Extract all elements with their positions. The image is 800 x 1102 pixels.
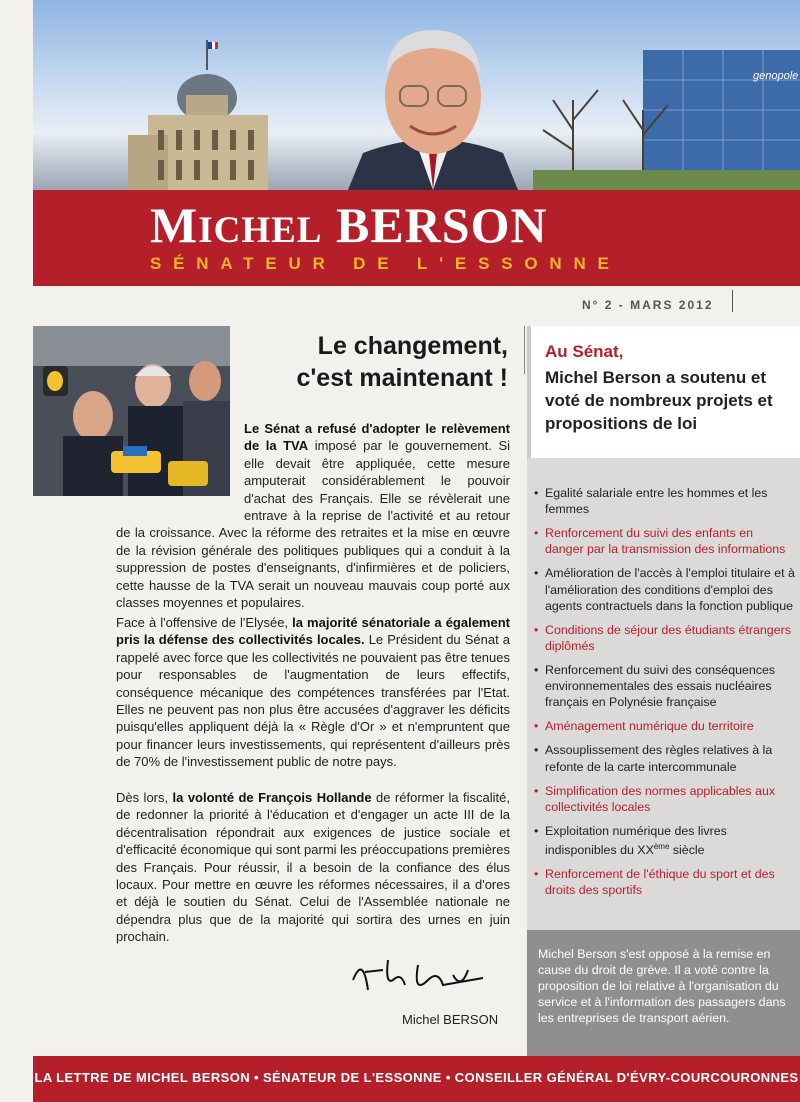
- list-item: • Renforcement du suivi des conséquences environnementales des essais nucléaires français en Polynésie française: [533, 662, 795, 711]
- list-item: • Renforcement de l'éthique du sport et des droits des sportifs: [533, 866, 795, 898]
- list-item: • Renforcement du suivi des enfants en danger par la transmission des informations: [533, 525, 795, 557]
- list-item-superscript: ème: [653, 842, 670, 852]
- footer-text: LA LETTRE DE MICHEL BERSON • SÉNATEUR DE L'ESSONNE • CONSEILLER GÉNÉRAL D'ÉVRY-COURCOURONNES: [34, 1070, 799, 1085]
- sidebar-bullet-list: [533, 485, 795, 906]
- genopole-logo: genopole: [753, 70, 799, 82]
- headline-line-2: c'est maintenant !: [296, 364, 508, 392]
- issue-number: N° 2 - MARS 2012: [582, 298, 714, 312]
- article-headline: [246, 330, 508, 394]
- list-item: • Egalité salariale entre les hommes et les femmes: [533, 485, 795, 517]
- paragraph-1-bold: Le Sénat a refusé d'adopter le relèvement de la TVA: [244, 421, 510, 454]
- paragraph-3-bold: la volonté de François Hollande: [172, 790, 372, 805]
- senator-portrait: [348, 8, 518, 190]
- title-first-name-rest: ICHEL: [198, 210, 323, 251]
- paragraph-2-text: Le Président du Sénat a rappelé avec force que les collectivités ne pouvaient pas être tenues pour responsables de l'augmentation de leurs effectifs, conséquence mécanique des compétences transférées par l'Etat. Elles ne peuvent pas non plus être accusées d'aggraver les déficits puisqu'elles appliquent déjà la « Règle d'Or » et n'empruntent que pour financer leurs investissements, qui représentent d'ailleurs près de 70% de l'investissement public de notre pays.: [116, 632, 510, 770]
- photo-wrap-spacer: [116, 420, 244, 516]
- list-item: • Aménagement numérique du territoire: [533, 718, 795, 734]
- genopole-building-illustration: [533, 40, 800, 190]
- sidebar-note: Michel Berson s'est opposé à la remise en cause du droit de grève. Il a voté contre la proposition de loi relative à l'organisation du service et à l'information des passagers dans les entreprises de transport aérien.: [538, 947, 786, 1025]
- list-item: • Amélioration de l'accès à l'emploi titulaire et à l'amélioration des conditions d'emploi des agents contractuels dans la fonction publique: [533, 565, 795, 614]
- paragraph-2-start: Face à l'offensive de l'Elysée,: [116, 615, 293, 630]
- title-initial: M: [150, 197, 199, 253]
- headline-line-1: Le changement,: [317, 332, 508, 360]
- signature-name: Michel BERSON: [402, 1012, 499, 1027]
- list-item: [533, 823, 795, 859]
- article-paragraph-2: [116, 614, 510, 771]
- list-item: • Conditions de séjour des étudiants étrangers diplômés: [533, 622, 795, 654]
- sidebar-title-red: Au Sénat,: [545, 342, 624, 361]
- paragraph-2-bold: la majorité sénatoriale a également pris la défense des collectivités locales.: [116, 615, 510, 648]
- sidebar-title: Michel Berson a soutenu et voté de nombreux projets et propositions de loi: [545, 368, 773, 433]
- title-subtitle: SÉNATEUR DE L'ESSONNE: [150, 254, 621, 273]
- paragraph-3-start: Dès lors,: [116, 790, 173, 805]
- handwritten-signature: [343, 950, 493, 1005]
- newsletter-title: [150, 196, 548, 254]
- list-item: • Assouplissement des règles relatives à la refonte de la carte intercommunale: [533, 742, 795, 774]
- list-item: • Simplification des normes applicables aux collectivités locales: [533, 783, 795, 815]
- article-paragraph-3: [116, 789, 510, 946]
- issue-divider: [732, 290, 733, 312]
- headline-divider: [524, 326, 525, 374]
- senate-building-illustration: [128, 40, 288, 190]
- list-item-text-end: siècle: [669, 843, 705, 858]
- paragraph-3-text: de réformer la fiscalité, de redonner la priorité à l'éducation et d'engager un acte III de la décentralisation répondrait aux exigences de justice sociale et d'efficacité économique qui sont parmi les préoccupations premières des Français. Pour réussir, il a besoin de la confiance des élus locaux. Pour mettre en œuvre les réformes nécessaires, il a d'ores et déjà le soutien du Sénat. Celui de l'Assemblée nationale ne dépendra plus que de la majorité qui sortira des urnes en juin prochain.: [116, 790, 511, 945]
- article-paragraph-1: [116, 420, 510, 611]
- header-photo-banner: [33, 0, 800, 190]
- list-item-text: Exploitation numérique des livres indisponibles du XX: [545, 823, 727, 858]
- title-last-name: BERSON: [335, 197, 548, 253]
- paragraph-1-text: imposé par le gouvernement. Si elle devait être appliquée, cette mesure amputerait considérablement le pouvoir d'achat des Français. Elle se révèlerait une entrave à la reprise de l'activité et au retour de la croissance. Avec la réforme des retraites et la mise en œuvre de la révision générale des politiques publiques qui a conduit à la suppression de postes d'enseignants, d'infirmières et de policiers, cette hausse de la TVA serait un nouveau mauvais coup porté aux classes moyennes et populaires.: [116, 438, 510, 611]
